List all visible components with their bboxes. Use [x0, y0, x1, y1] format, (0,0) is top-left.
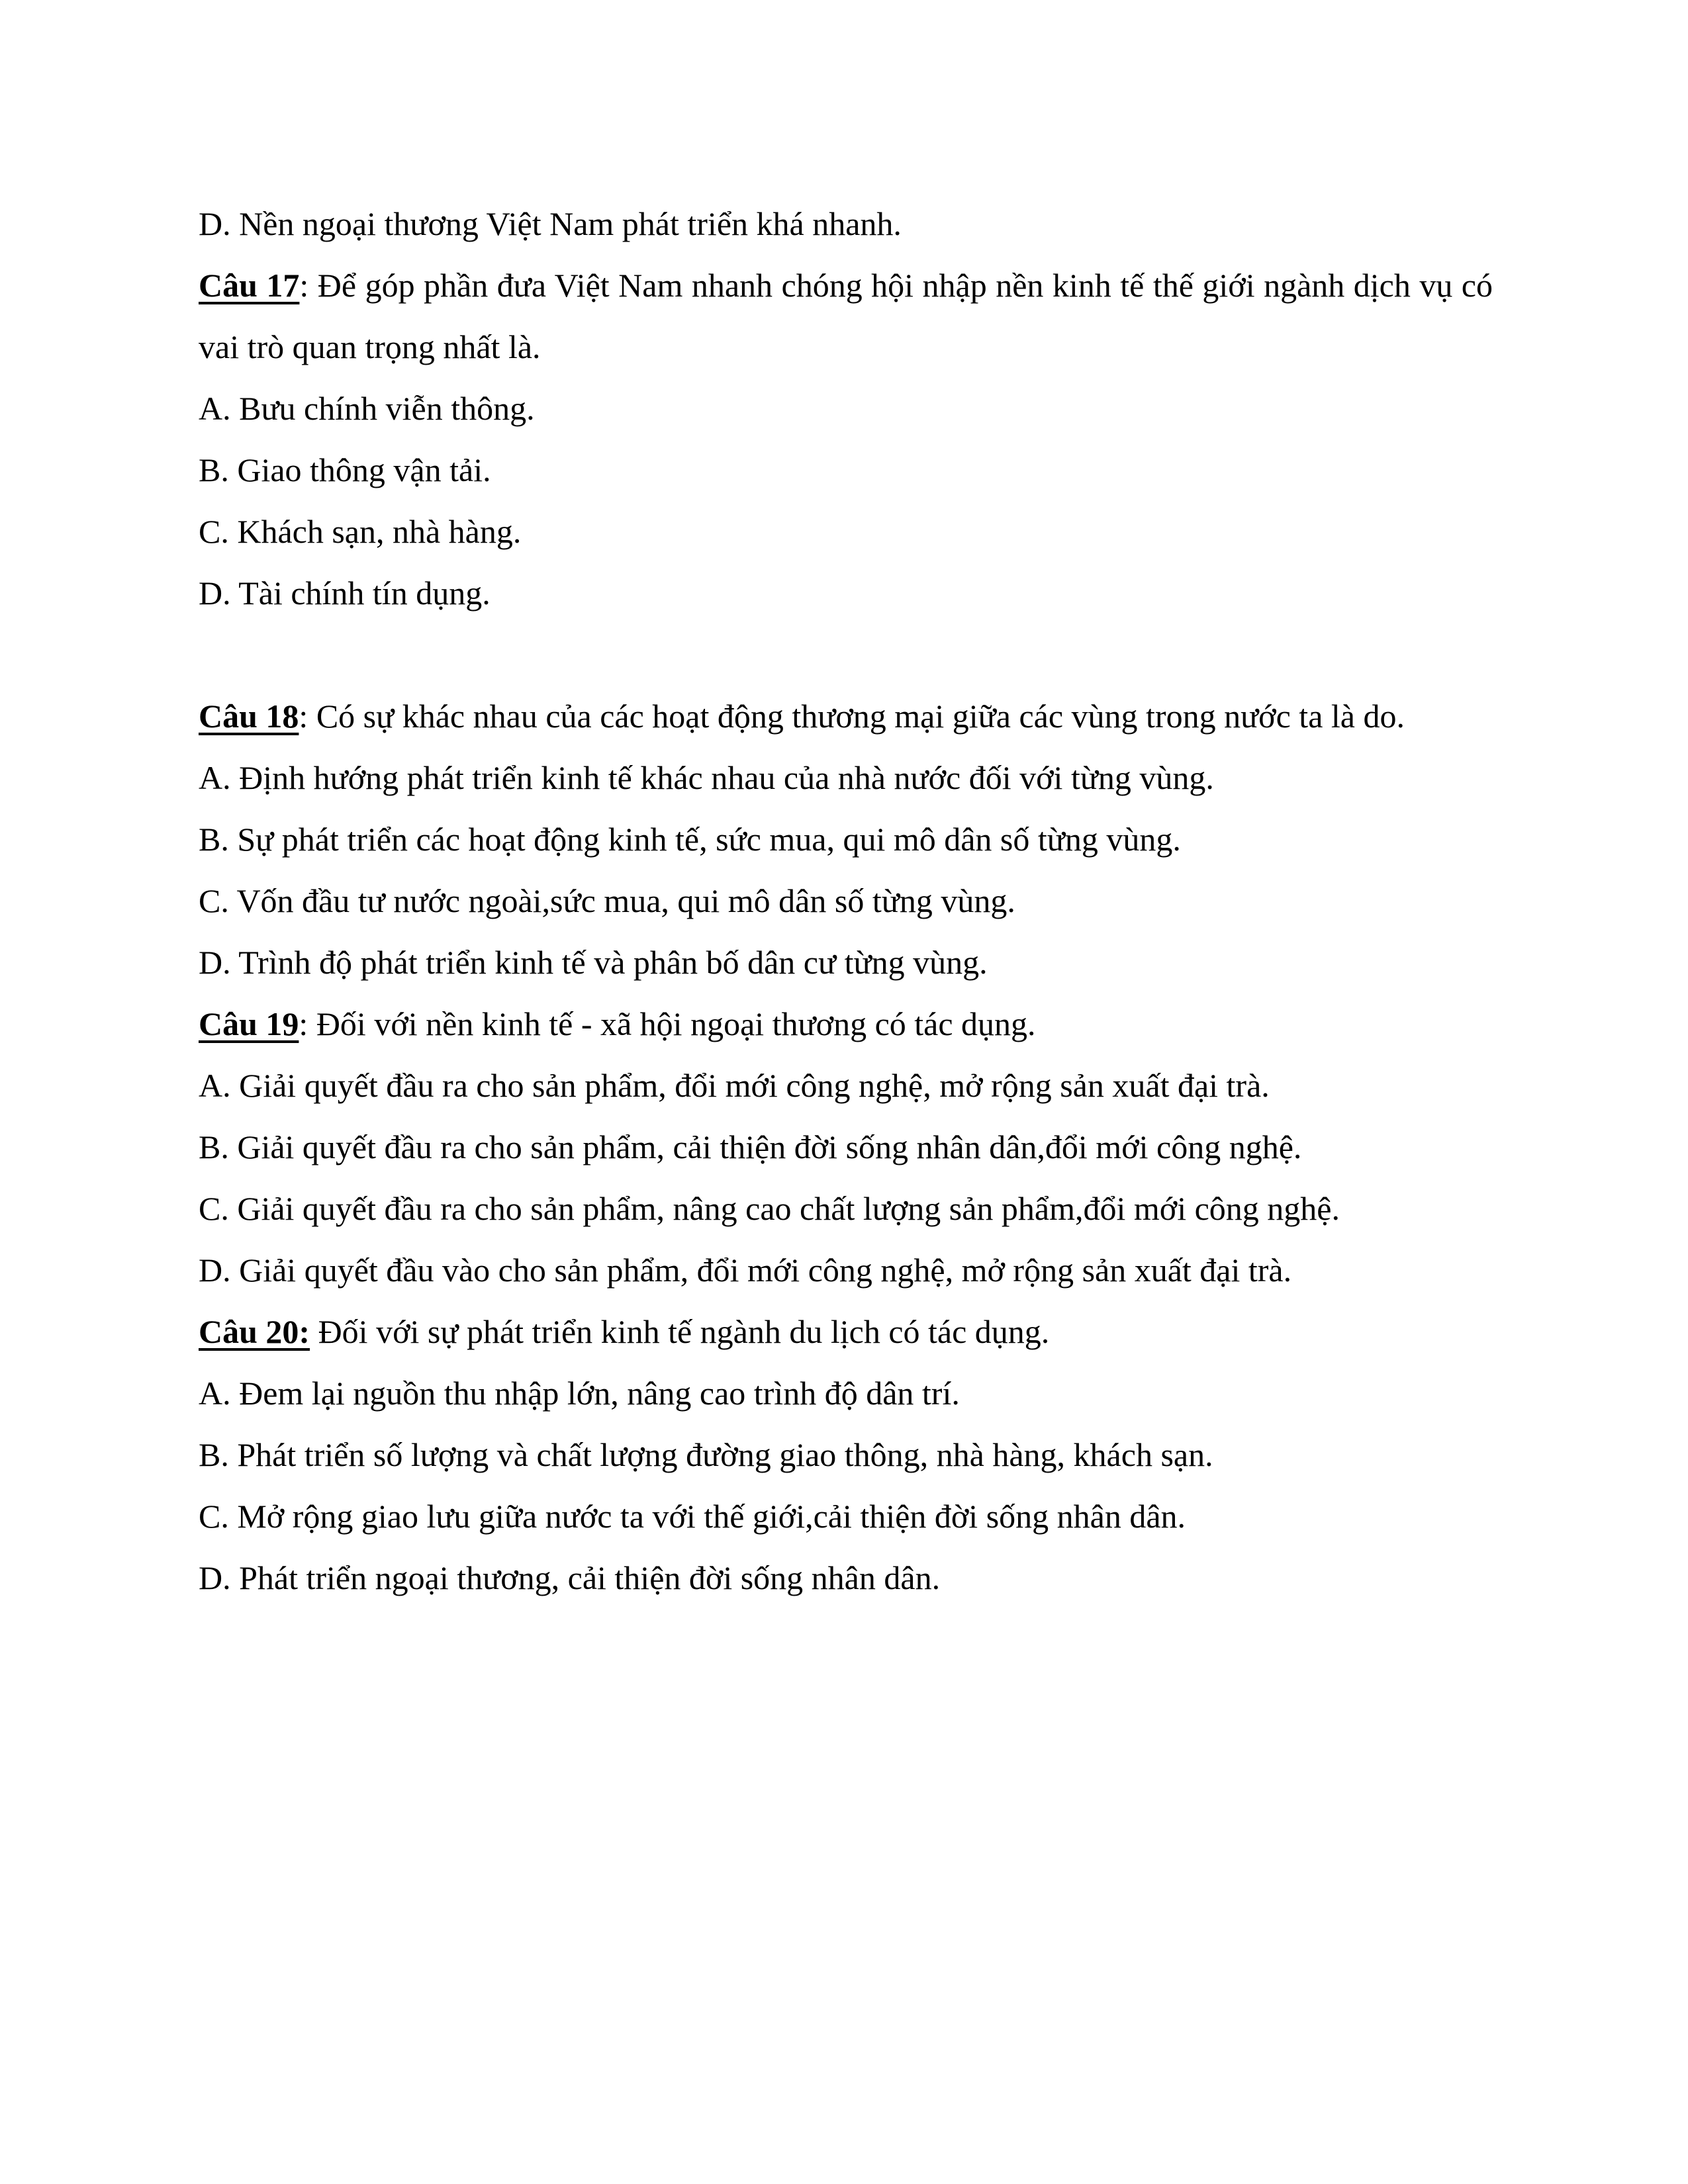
question-19	[199, 993, 1493, 1301]
question-17-text: Để góp phần đưa Việt Nam nhanh chóng hội nhập nền kinh tế thế giới ngành dịch vụ có vai trò quan trọng nhất là.	[199, 267, 1493, 365]
question-20-stem	[199, 1301, 1493, 1363]
question-18-option-b: B. Sự phát triển các hoạt động kinh tế, sức mua, qui mô dân số từng vùng.	[199, 821, 1181, 858]
question-17-separator: :	[299, 267, 309, 304]
question-18	[199, 686, 1493, 993]
question-19-option-c: C. Giải quyết đầu ra cho sản phẩm, nâng cao chất lượng sản phẩm,đổi mới công nghệ.	[199, 1190, 1340, 1227]
question-19-option-d: D. Giải quyết đầu vào cho sản phẩm, đổi mới công nghệ, mở rộng sản xuất đại trà.	[199, 1251, 1292, 1289]
question-18-label: Câu 18	[199, 698, 299, 735]
question-20-text: Đối với sự phát triển kinh tế ngành du lịch có tác dụng.	[310, 1313, 1050, 1350]
question-18-stem	[199, 686, 1493, 747]
question-20-option-d: D. Phát triển ngoại thương, cải thiện đời sống nhân dân.	[199, 1559, 941, 1596]
question-20	[199, 1301, 1493, 1609]
document-content	[199, 193, 1493, 1609]
question-19-option-b: B. Giải quyết đầu ra cho sản phẩm, cải thiện đời sống nhân dân,đổi mới công nghệ.	[199, 1128, 1302, 1165]
question-20-option-b: B. Phát triển số lượng và chất lượng đường giao thông, nhà hàng, khách sạn.	[199, 1436, 1213, 1473]
prev-question-option-d: D. Nền ngoại thương Việt Nam phát triển khá nhanh.	[199, 205, 902, 242]
question-18-option-d: D. Trình độ phát triển kinh tế và phân bố dân cư từng vùng.	[199, 944, 988, 981]
question-19-option-a: A. Giải quyết đầu ra cho sản phẩm, đổi mới công nghệ, mở rộng sản xuất đại trà.	[199, 1067, 1270, 1104]
question-20-option-a: A. Đem lại nguồn thu nhập lớn, nâng cao trình độ dân trí.	[199, 1375, 960, 1412]
question-19-text: Đối với nền kinh tế - xã hội ngoại thương có tác dụng.	[308, 1005, 1036, 1042]
question-20-label: Câu 20:	[199, 1313, 310, 1350]
question-17-option-b: B. Giao thông vận tải.	[199, 451, 491, 488]
question-17-label: Câu 17	[199, 267, 300, 304]
question-19-separator: :	[299, 1005, 308, 1042]
question-18-separator: :	[299, 698, 308, 735]
blank-line	[199, 624, 1493, 686]
question-17	[199, 255, 1493, 624]
question-17-stem	[199, 255, 1493, 378]
question-20-option-c: C. Mở rộng giao lưu giữa nước ta với thế giới,cải thiện đời sống nhân dân.	[199, 1498, 1186, 1535]
question-18-text: Có sự khác nhau của các hoạt động thương mại giữa các vùng trong nước ta là do.	[308, 698, 1405, 735]
question-18-option-a: A. Định hướng phát triển kinh tế khác nhau của nhà nước đối với từng vùng.	[199, 759, 1214, 796]
question-18-option-c: C. Vốn đầu tư nước ngoài,sức mua, qui mô dân số từng vùng.	[199, 882, 1015, 919]
question-17-option-d: D. Tài chính tín dụng.	[199, 574, 491, 612]
question-19-stem	[199, 993, 1493, 1055]
question-17-option-c: C. Khách sạn, nhà hàng.	[199, 513, 522, 550]
question-17-option-a: A. Bưu chính viễn thông.	[199, 390, 535, 427]
question-19-label: Câu 19	[199, 1005, 299, 1042]
